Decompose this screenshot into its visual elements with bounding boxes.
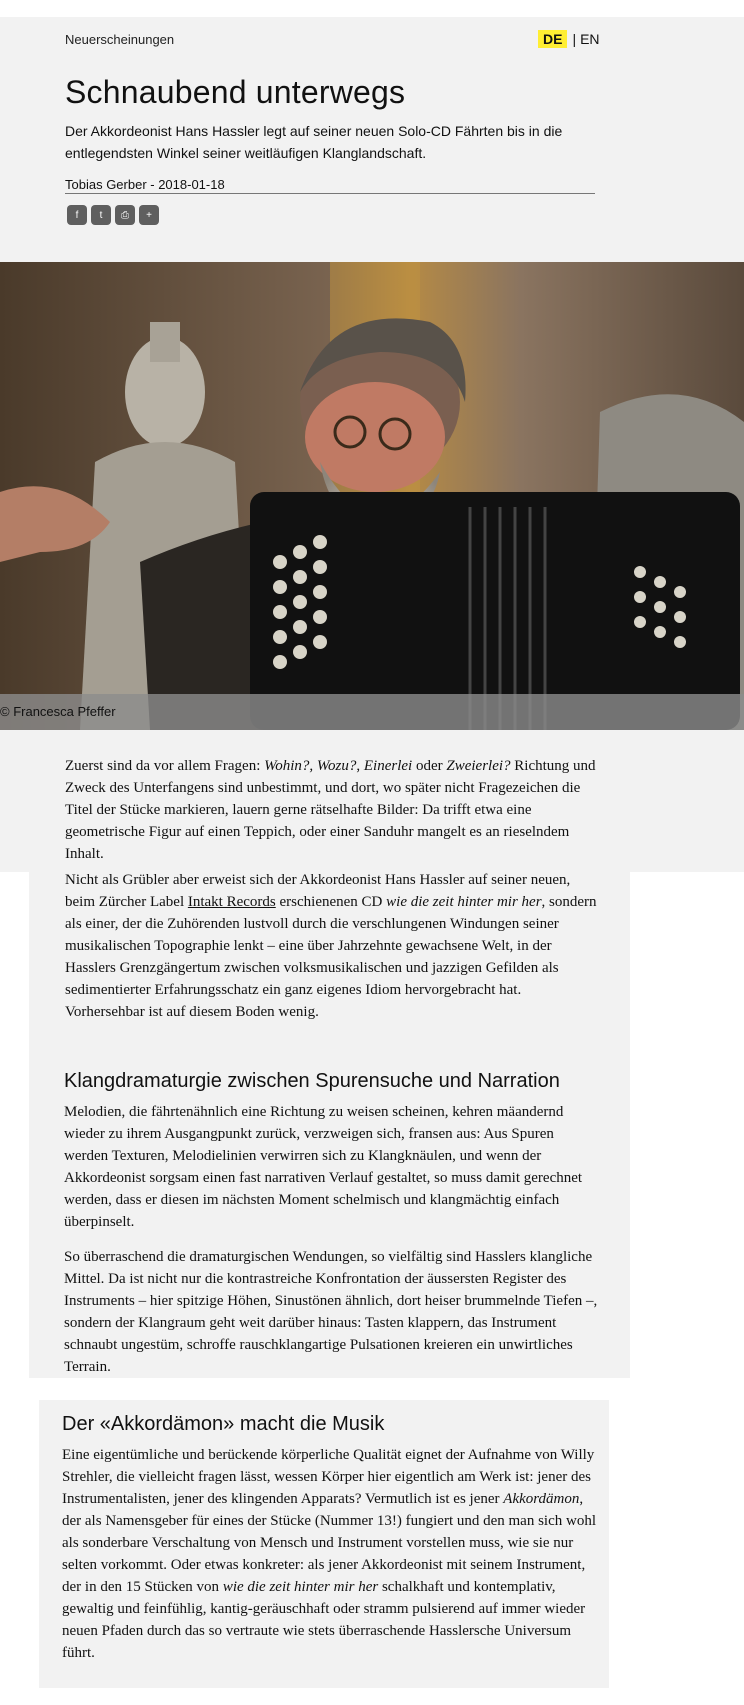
photo-caption: © Francesca Pfeffer (0, 704, 116, 719)
twitter-icon[interactable]: t (91, 205, 111, 225)
paragraph-1: Zuerst sind da vor allem Fragen: Wohin?, Wozu?, Einerlei oder Zweierlei? Richtung und Zweck des Unterfangens sind unbestimmt, und dort, wo später nicht Fragezeichen die Titel der Stücke markieren, lauern gerne rätselhafte Bilder: Da trifft etwa eine geometrische Figur auf einen Teppich, oder einer Sanduhr mangelt es an rieselndem Inhalt. (65, 758, 596, 862)
em-text: wie die zeit hinter mir her (222, 1579, 379, 1595)
subheading-2: Der «Akkordämon» macht die Musik (62, 1413, 385, 1435)
paragraph-5: Eine eigentümliche und berückende körperliche Qualität eignet der Aufnahme von Willy Strehler, die vielleicht fragen lässt, wessen Körper hier eigentlich am Werk ist: jener des Instrumentalisten, jener des klingenden Apparats? Vermutlich ist es jener Akkordämon, der als Namensgeber für eines der Stücke (Nummer 13!) fungiert und den man sich wohl als sonderbare Verschaltung von Mensch und Instrument vorstellen muss, wie sie nur selten vorkommt. Oder etwas konkreter: als jener Akkordeonist mit seinem Instrument, der in den 15 Stücken von wie die zeit hinter mir her schalkhaft und kontemplativ, gewaltig und feinfühlig, kantig-geräuschhaft oder stramm pulsierend auf immer wieder neuen Pfaden durch das so vertraute wie stets überraschende Hasslersche Universum führt. (62, 1447, 597, 1661)
plus-icon[interactable]: + (139, 205, 159, 225)
section-label[interactable]: Neuerscheinungen (65, 32, 175, 47)
paragraph-4: So überraschend die dramaturgischen Wendungen, so vielfältig sind Hasslers klangliche Mittel. Da ist nicht nur die kontrastreiche Konfrontation der äussersten Register des Instruments – hier spitzige Höhen, Sinustönen ähnlich, dort heiser brummelnde Tiefen –, sondern der Klangraum geht weit darüber hinaus: Tasten klappern, das Instrument schnaubt ungestüm, schroffe rauschklangartige Pulsationen kreieren ein unwirtliches Terrain. (64, 1249, 598, 1375)
lang-en-link[interactable]: EN (580, 31, 600, 47)
em-text: Wohin?, Wozu? (264, 758, 357, 774)
hero-photo (0, 262, 744, 730)
em-text: Einerlei (363, 758, 413, 774)
em-text: Akkordämon (503, 1491, 580, 1507)
paragraph-2: Nicht als Grübler aber erweist sich der Akkordeonist Hans Hassler auf seiner neuen, beim Zürcher Label Intakt Records erschienenen CD wie die zeit hinter mir her, sondern als einer, der die Zuhörenden lustvoll durch die verschlungenen Windungen seiner musikalischen Topographie lenkt – eine über Jahrzehnte gewachsene Welt, in der Hasslers Grenzgängertum zwischen volksmusikalischen und jazzigen Gefilden als sedimentierter Erfahrungsschatz ein ganz eigenes Idiom hervorgebracht hat. Vorhersehbar ist auf diesem Boden wenig. (65, 872, 597, 1020)
intakt-records-link[interactable]: Intakt Records (187, 894, 276, 910)
paragraph-3: Melodien, die fährtenähnlich eine Richtung zu weisen scheinen, kehren mäandernd wieder zu ihrem Ausgangpunkt zurück, verzweigen sich, fransen aus: Aus Spuren werden Texturen, Melodielinien verwirren sich zu Klangknäulen, und wenn der Akkordeonist sorgsam einen fast narrativen Verlauf gestaltet, so muss damit gerechnet werden, dass er diesen im nächsten Moment schelmisch und klangmächtig einfach überpinselt. (64, 1104, 583, 1230)
print-icon[interactable]: ⎙ (115, 205, 135, 225)
lang-separator: | (572, 31, 577, 47)
article-lede: Der Akkordeonist Hans Hassler legt auf seiner neuen Solo-CD Fährten bis in die entlegendsten Winkel seiner weitläufigen Klanglandschaft. (65, 123, 563, 161)
facebook-icon[interactable]: f (67, 205, 87, 225)
em-text: Zweierlei? (446, 758, 511, 774)
share-buttons (67, 205, 159, 225)
page-title: Schnaubend unterwegs (65, 74, 406, 110)
lang-de-link[interactable]: DE (538, 30, 567, 48)
language-switcher (538, 30, 600, 48)
byline: Tobias Gerber - 2018-01-18 (65, 177, 595, 194)
em-text: wie die zeit hinter mir her (386, 894, 542, 910)
accordion-player-image (0, 262, 744, 730)
subheading-1: Klangdramaturgie zwischen Spurensuche und Narration (64, 1070, 560, 1092)
